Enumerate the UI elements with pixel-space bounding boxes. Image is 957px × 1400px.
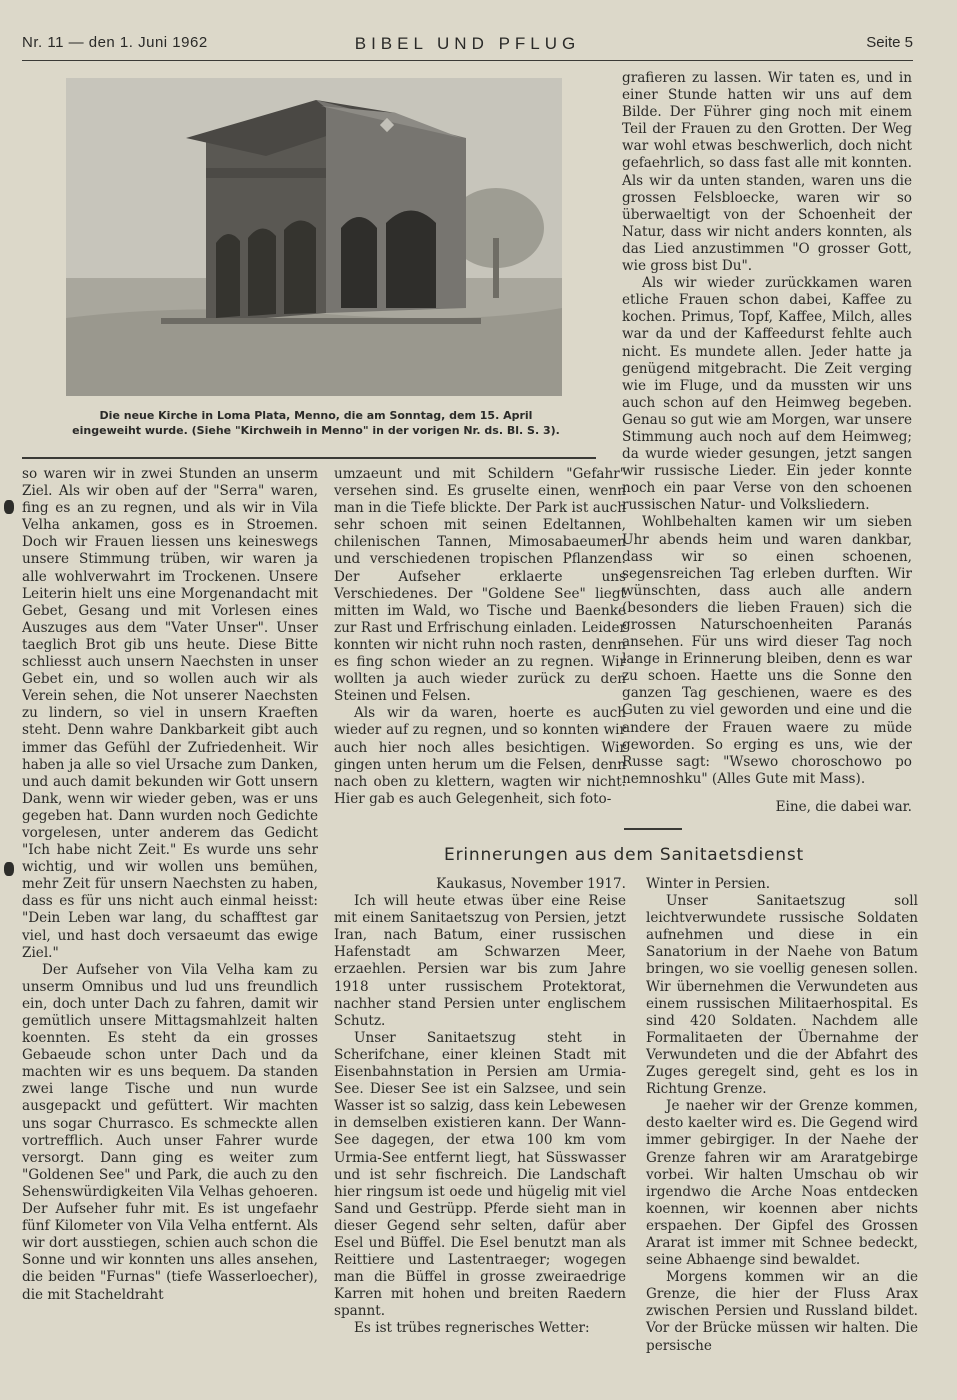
page-number: Seite 5 xyxy=(866,34,913,51)
church-photo xyxy=(66,78,562,396)
paragraph: Unser Sanitaetszug soll leichtverwundete russische Soldaten aufnehmen und diese in ein Sanatorium in der Naehe von Batum bringen, wo sie voellig genesen sollen. Wir übernehmen die Verwundeten aus einem russischen Militaerhospital. Es sind 420 Soldaten. Nachdem alle Formalitaeten der Übernahme der Verwundeten und die der Abfahrt des Zuges geregelt sind, geht es los in Richtung Grenze. xyxy=(646,893,918,1098)
paragraph: so waren wir in zwei Stunden an unserm Ziel. Als wir oben auf der "Serra" waren, fing es an zu regnen, und als wir in Vila Velha ankamen, goss es in Stroemen. Doch wir Frauen liessen uns keineswegs unsere Stimmung trüben, wir waren ja alle wohlverwahrt im Trockenen. Unsere Leiterin hielt uns eine Morgenandacht mit Gebet, Gesang und mit Vorlesen eines Auszuges aus dem "Vater Unser". Unser taeglich Brot gib uns heute. Diese Bitte schliesst auch unsern Naechsten in unser Gebet ein, und so wollen auch wir als Verein sehen, die Not unserer Naechsten zu lindern, so viel in unsern Kraeften steht. Denn wahre Dankbarkeit gibt auch immer das Gefühl der Zufriedenheit. Wir haben ja alle so viel Ursache zum Danken, und auch damit bekunden wir Gott unsern Dank, wenn wir wieder geben, was er uns gegeben hat. Dann wurden noch Gedichte vorgelesen, unter anderem das Gedicht "Ich habe nicht Zeit." Es wurde uns sehr wichtig, und wir wollen uns bemühen, mehr Zeit für unsern Naechsten zu haben, dass es für uns nicht auch einmal heisst: "Dein Leben war lang, du schafftest gar viel, und hast doch versaeumt das ewige Ziel." xyxy=(22,466,318,961)
paragraph: umzaeunt und mit Schildern "Gefahr" versehen sind. Es gruselte einen, wenn man in die Tiefe blickte. Der Park ist auch sehr schoen mit seinen Edeltannen, chilenischen Tannen, Mimosabaeumen und verschiedenen tropischen Pflanzen. Der Aufseher erklaerte uns Verschiedenes. Der "Goldene See" liegt mitten im Wald, wo Tische und Baenke zur Rast und Erfrischung einladen. Leider konnten wir nicht ruhn noch rasten, denn es fing schon wieder an zu regnen. Wir wollten ja auch wieder zurück zu den Steinen und Felsen. xyxy=(334,466,626,705)
paragraph: Je naeher wir der Grenze kommen, desto kaelter wird es. Die Gegend wird immer gebirgiger. In der Naehe der Grenze fahren wir am Araratgebirge vorbei. Wir halten Umschau ob wir irgendwo die Arche Noas entdecken koennen, wir koennen aber nichts erspaehen. Der Gipfel des Grossen Ararat ist immer mit Schnee bedeckt, seine Abhaenge sind bewaldet. xyxy=(646,1098,918,1269)
binding-hole-mark xyxy=(4,862,14,876)
paragraph: Als wir wieder zurückkamen waren etliche Frauen schon dabei, Kaffee zu kochen. Primus, Topf, Kaffee, Milch, alles war da und der Kaffeedurst fehlte auch nicht. Es mundete allen. Jeder hatte ja genügend mitgebracht. Die Zeit verging wie im Fluge, und da mussten wir uns auch schon auf den Heimweg begeben. Genau so gut wie am Morgen, war unsere Stimmung auch noch auf dem Heimweg; da wurde wieder gesungen, jetzt sangen wir russische Lieder. Ein jeder konnte noch ein paar Verse von den schoenen russischen Natur- und Volksliedern. xyxy=(622,275,912,514)
church-illustration xyxy=(66,78,562,396)
caption-divider xyxy=(22,457,596,459)
article2-column-2 xyxy=(646,876,918,1355)
article-column-1 xyxy=(22,466,318,1304)
paragraph: Unser Sanitaetszug steht in Scherifchane, einer kleinen Stadt mit Eisenbahnstation in Persien am Urmia-See. Dieser See ist ein Salzsee, und sein Wasser ist so salzig, dass kein Lebewesen in demselben existieren kann. Der Wann-See dagegen, der etwa 100 km vom Urmia-See entfernt liegt, hat Süsswasser und ist sehr fischreich. Die Landschaft hier ringsum ist oede und hügelig mit viel Sand und Gestrüpp. Pferde sieht man in dieser Gegend sehr selten, dafür aber Esel und Büffel. Die Esel benutzt man als Reittiere und Lastentraeger; wogegen man die Büffel in grosse zweiraedrige Karren mit hohen und breiten Raedern spannt. xyxy=(334,1029,626,1320)
dateline: Kaukasus, November 1917. xyxy=(436,876,626,892)
article-signature: Eine, die dabei war. xyxy=(775,799,912,815)
paragraph: Der Aufseher von Vila Velha kam zu unserm Omnibus und lud uns freundlich ein, doch unter Dach zu fahren, damit wir gemütlich unsere Mittagsmahlzeit halten koennten. Es steht da ein grosses Gebaeude schon unter Dach und da machten wir es uns bequem. Da standen zwei lange Tische und nun wurde ausgepackt und gefüttert. Wir machten uns sogar Churrasco. Es schmeckte allen vortrefflich. Auch unser Fahrer wurde versorgt. Dann ging es weiter zum "Goldenen See" und Park, die auch zu den Sehenswürdigkeiten Vila Velhas gehoeren. Der Aufseher fuhr mit. Es ist ungefaehr fünf Kilometer von Vila Velha entfernt. Als wir dort ausstiegen, schien auch schon die Sonne und wir konnten uns alles ansehen, die beiden "Furnas" (tiefe Wasserloecher), die mit Stacheldraht xyxy=(22,961,318,1303)
issue-date: Nr. 11 — den 1. Juni 1962 xyxy=(22,34,208,51)
article-divider xyxy=(624,828,682,830)
paragraph: Ich will heute etwas über eine Reise mit einem Sanitaetszug von Persien, jetzt Iran, nach Batum, einer russischen Hafenstadt am Schwarzen Meer, erzaehlen. Persien war bis zum Jahre 1918 unter russischem Protektorat, nachher stand Persien unter englischem Schutz. xyxy=(334,893,626,1029)
paragraph: Wohlbehalten kamen wir um sieben Uhr abends heim und waren dankbar, dass wir so einen schoenen, segensreichen Tag erleben durften. Wir wünschten, dass auch alle andern (besonders die lieben Frauen) sich die grossen Naturschoenheiten Paranás ansehen. Für uns wird dieser Tag noch lange in Erinnerung bleiben, denn es war zu schoen. Haette uns die Sonne den ganzen Tag geschienen, waere es des Guten zu viel geworden und eine und die andere der Frauen waere zu müde geworden. So erging es uns, wie der Russe sagt: "Wsewo choroschowo po nemnoshku" (Alles Gute mit Mass). xyxy=(622,514,912,787)
photo-caption: Die neue Kirche in Loma Plata, Menno, die am Sonntag, dem 15. April eingeweiht wurde. (Siehe "Kirchweih in Menno" in der vorigen Nr. ds. Bl. S. 3). xyxy=(72,409,560,437)
article-headline: Erinnerungen aus dem Sanitaetsdienst xyxy=(444,845,804,865)
article-column-2 xyxy=(334,466,626,808)
article-column-3 xyxy=(622,70,912,788)
paragraph: grafieren zu lassen. Wir taten es, und in einer Stunde hatten wir uns auf dem Bilde. Der Führer ging noch mit einem Teil der Frauen zu den Grotten. Der Weg war wohl etwas beschwerlich, doch nicht gefaehrlich, so dass fast alle mit konnten. Als wir da unten standen, waren uns die grossen Felsbloecke, waren wir so überwaeltigt von der Schoenheit der Natur, dass wir nicht anders konnten, als das Lied anzustimmen "O grosser Gott, wie gross bist Du". xyxy=(622,70,912,275)
paragraph: Es ist trübes regnerisches Wetter: xyxy=(354,1320,590,1337)
page-header xyxy=(22,30,913,61)
article2-column-1 xyxy=(334,876,626,1338)
masthead: BIBEL UND PFLUG xyxy=(354,34,581,53)
paragraph: Morgens kommen wir an die Grenze, die hier der Fluss Arax zwischen Persien und Russland bildet. Vor der Brücke müssen wir halten. Die persische xyxy=(646,1269,918,1354)
paragraph: Als wir da waren, hoerte es auch wieder auf zu regnen, und so konnten wir auch hier noch alles besichtigen. Wir gingen unten herum um die Felsen, denn nach oben zu klettern, wagten wir nicht. Hier gab es auch Gelegenheit, sich foto- xyxy=(334,705,626,807)
paragraph: Winter in Persien. xyxy=(646,876,771,892)
binding-hole-mark xyxy=(4,500,14,514)
